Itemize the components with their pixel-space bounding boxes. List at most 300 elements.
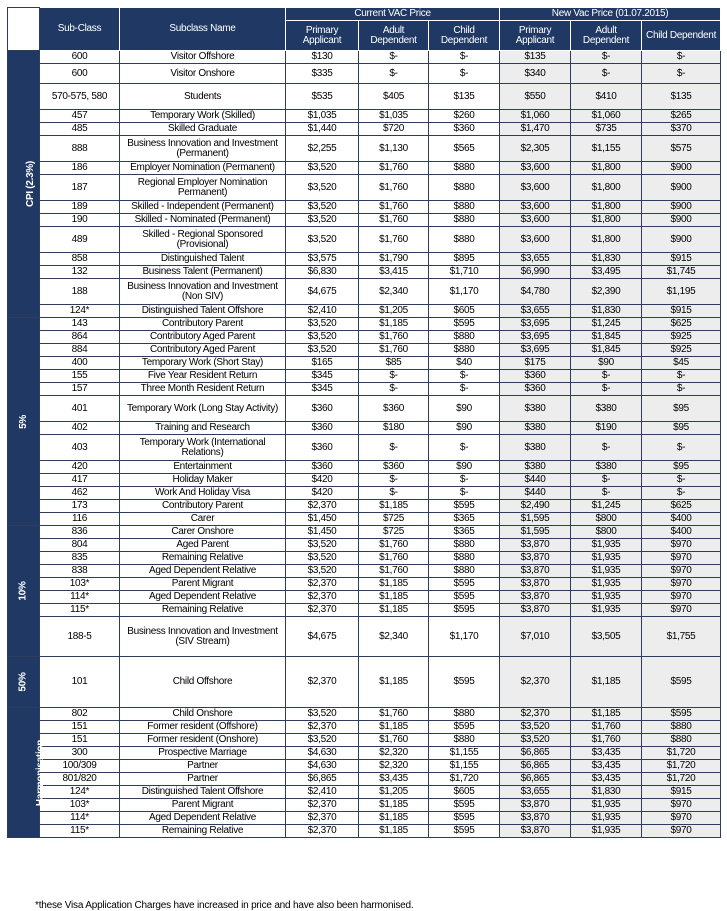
new-child-cell: $370 [642, 123, 721, 136]
current-primary-cell: $4,675 [286, 279, 359, 305]
current-primary-cell: $3,520 [286, 552, 359, 565]
current-child-cell: $880 [429, 162, 500, 175]
subclass-name-cell: Employer Nomination (Permanent) [120, 162, 286, 175]
subclass-name-cell: Visitor Offshore [120, 51, 286, 64]
subclass-name-cell: Contributory Parent [120, 318, 286, 331]
current-primary-cell: $3,520 [286, 318, 359, 331]
subclass-cell: 100/309 [40, 760, 120, 773]
new-primary-cell: $550 [500, 84, 571, 110]
table-row [8, 513, 721, 526]
subclass-name-cell: Remaining Relative [120, 825, 286, 838]
subclass-cell: 124* [40, 786, 120, 799]
subclass-name-cell: Temporary Work (Short Stay) [120, 357, 286, 370]
current-child-cell: $595 [429, 825, 500, 838]
new-primary-cell: $440 [500, 474, 571, 487]
subclass-name-cell: Former resident (Offshore) [120, 721, 286, 734]
current-adult-cell: $1,185 [359, 799, 429, 812]
table-row [8, 214, 721, 227]
current-primary-cell: $360 [286, 435, 359, 461]
current-child-cell: $40 [429, 357, 500, 370]
new-child-cell: $900 [642, 162, 721, 175]
new-primary-cell: $3,520 [500, 734, 571, 747]
subclass-name-cell: Business Talent (Permanent) [120, 266, 286, 279]
subclass-cell: 858 [40, 253, 120, 266]
new-child-cell: $970 [642, 799, 721, 812]
current-primary-cell: $3,575 [286, 253, 359, 266]
new-adult-cell: $1,935 [571, 825, 642, 838]
current-adult-cell: $725 [359, 513, 429, 526]
group-label [8, 708, 47, 838]
current-primary-cell: $360 [286, 461, 359, 474]
new-adult-cell: $1,830 [571, 786, 642, 799]
subclass-name-cell: Partner [120, 760, 286, 773]
subclass-name-cell: Skilled - Nominated (Permanent) [120, 214, 286, 227]
current-adult-cell: $- [359, 487, 429, 500]
current-child-cell: $- [429, 435, 500, 461]
new-primary-cell: $3,600 [500, 201, 571, 214]
table-row [8, 461, 721, 474]
new-primary-cell: $3,870 [500, 578, 571, 591]
new-adult-cell: $735 [571, 123, 642, 136]
subclass-name-cell: Remaining Relative [120, 604, 286, 617]
current-adult-cell: $360 [359, 396, 429, 422]
current-price-group-header: Current VAC Price [286, 8, 500, 21]
subclass-name-cell: Child Onshore [120, 708, 286, 721]
new-child-cell: $915 [642, 253, 721, 266]
subclass-cell: 300 [40, 747, 120, 760]
current-primary-cell: $3,520 [286, 331, 359, 344]
new-adult-cell: $2,390 [571, 279, 642, 305]
current-primary-cell: $3,520 [286, 227, 359, 253]
new-adult-cell: $1,155 [571, 136, 642, 162]
new-adult-cell: $380 [571, 461, 642, 474]
new-primary-cell: $3,600 [500, 214, 571, 227]
subclass-name-cell: Entertainment [120, 461, 286, 474]
table-row [8, 760, 721, 773]
new-primary-cell: $440 [500, 487, 571, 500]
new-adult-cell: $1,935 [571, 565, 642, 578]
current-child-cell: $1,155 [429, 747, 500, 760]
table-row [8, 435, 721, 461]
table-row [8, 175, 721, 201]
subclass-name-cell: Distinguished Talent Offshore [120, 786, 286, 799]
current-child-cell: $880 [429, 201, 500, 214]
subclass-name-cell: Contributory Parent [120, 500, 286, 513]
current-primary-cell: $345 [286, 383, 359, 396]
group-label-text: Harmonisation [35, 739, 47, 806]
current-primary-cell: $130 [286, 51, 359, 64]
subclass-cell: 116 [40, 513, 120, 526]
current-adult-cell: $3,435 [359, 773, 429, 786]
current-primary-cell: $6,830 [286, 266, 359, 279]
new-adult-cell: $3,435 [571, 747, 642, 760]
current-adult-cell: $1,760 [359, 201, 429, 214]
current-adult-cell: $1,185 [359, 500, 429, 513]
current-adult-cell: $1,760 [359, 344, 429, 357]
subclass-name-cell: Aged Parent [120, 539, 286, 552]
subclass-cell: 864 [40, 331, 120, 344]
new-child-cell: $925 [642, 344, 721, 357]
current-adult-cell: $725 [359, 526, 429, 539]
new-adult-cell: $1,060 [571, 110, 642, 123]
new-child-cell: $925 [642, 331, 721, 344]
current-adult-cell: $1,760 [359, 565, 429, 578]
table-body [8, 51, 721, 838]
new-adult-cell: $190 [571, 422, 642, 435]
footnote: *these Visa Application Charges have increased in price and have also been harmonised. [35, 900, 414, 911]
new-child-cell: $575 [642, 136, 721, 162]
name-column-header: Subclass Name [120, 8, 286, 51]
table-row [8, 799, 721, 812]
current-adult-cell: $1,760 [359, 331, 429, 344]
new-child-cell: $880 [642, 721, 721, 734]
current-child-cell: $880 [429, 344, 500, 357]
current-adult-cell: $1,760 [359, 708, 429, 721]
current-child-cell: $880 [429, 331, 500, 344]
current-child-cell: $90 [429, 461, 500, 474]
new-child-cell: $- [642, 51, 721, 64]
subclass-name-cell: Contributory Aged Parent [120, 331, 286, 344]
new-primary-cell: $3,520 [500, 721, 571, 734]
vac-price-sheet [7, 7, 720, 911]
new-primary-cell: $3,870 [500, 591, 571, 604]
new-child-cell: $1,755 [642, 617, 721, 657]
subclass-cell: 570-575, 580 [40, 84, 120, 110]
subclass-cell: 400 [40, 357, 120, 370]
table-row [8, 266, 721, 279]
current-adult-cell: $- [359, 370, 429, 383]
new-primary-cell: $6,865 [500, 747, 571, 760]
table-row [8, 734, 721, 747]
new-adult-cell: $- [571, 370, 642, 383]
table-row [8, 500, 721, 513]
current-adult-cell: $1,130 [359, 136, 429, 162]
new-primary-cell: $6,990 [500, 266, 571, 279]
subclass-name-cell: Parent Migrant [120, 799, 286, 812]
table-row [8, 825, 721, 838]
table-row [8, 253, 721, 266]
subclass-cell: 888 [40, 136, 120, 162]
subclass-name-cell: Carer [120, 513, 286, 526]
current-child-cell: $895 [429, 253, 500, 266]
current-child-cell: $360 [429, 123, 500, 136]
current-adult-cell: $405 [359, 84, 429, 110]
new-child-cell: $970 [642, 552, 721, 565]
current-primary-cell: $2,370 [286, 578, 359, 591]
new-adult-cell: $3,435 [571, 773, 642, 786]
new-adult-cell: $1,935 [571, 552, 642, 565]
current-primary-cell: $2,370 [286, 591, 359, 604]
table-row [8, 64, 721, 84]
group-label-text: 10% [17, 581, 29, 601]
subclass-cell: 115* [40, 604, 120, 617]
new-child-cell: $915 [642, 305, 721, 318]
new-adult-cell: $1,245 [571, 318, 642, 331]
subclass-name-cell: Business Innovation and Investment (Permanent) [120, 136, 286, 162]
current-adult-cell: $1,760 [359, 539, 429, 552]
new-adult-cell: $1,760 [571, 721, 642, 734]
current-child-cell: $595 [429, 657, 500, 708]
current-child-cell: $880 [429, 539, 500, 552]
subclass-cell: 103* [40, 799, 120, 812]
new-primary-cell: $3,870 [500, 812, 571, 825]
group-label [8, 657, 40, 708]
current-adult-cell: $1,760 [359, 162, 429, 175]
table-row [8, 84, 721, 110]
new-adult-cell: $1,800 [571, 162, 642, 175]
new-child-cell: $265 [642, 110, 721, 123]
subclass-name-cell: Prospective Marriage [120, 747, 286, 760]
subclass-name-cell: Child Offshore [120, 657, 286, 708]
subclass-cell: 835 [40, 552, 120, 565]
new-adult-cell: $90 [571, 357, 642, 370]
current-primary-cell: $6,865 [286, 773, 359, 786]
current-primary-cell: $3,520 [286, 708, 359, 721]
table-row [8, 617, 721, 657]
current-primary-cell: $1,035 [286, 110, 359, 123]
current-child-cell: $1,170 [429, 617, 500, 657]
table-row [8, 565, 721, 578]
current-adult-cell: $1,185 [359, 578, 429, 591]
subclass-cell: 462 [40, 487, 120, 500]
new-adult-cell: $- [571, 64, 642, 84]
table-row [8, 773, 721, 786]
new-primary-cell: $340 [500, 64, 571, 84]
new-adult-cell: $1,800 [571, 175, 642, 201]
new-child-cell: $970 [642, 812, 721, 825]
current-primary-cell: $3,520 [286, 214, 359, 227]
new-child-cell: $970 [642, 578, 721, 591]
subclass-cell: 485 [40, 123, 120, 136]
current-child-cell: $595 [429, 721, 500, 734]
subclass-cell: 403 [40, 435, 120, 461]
subclass-cell: 189 [40, 201, 120, 214]
subclass-name-cell: Business Innovation and Investment (SIV Stream) [120, 617, 286, 657]
subclass-cell: 838 [40, 565, 120, 578]
current-primary-cell: $420 [286, 487, 359, 500]
new-adult-cell: $1,935 [571, 604, 642, 617]
new-child-cell: $900 [642, 201, 721, 214]
current-adult-cell: $1,760 [359, 734, 429, 747]
new-child-cell: $625 [642, 318, 721, 331]
current-adult-cell: $1,790 [359, 253, 429, 266]
new-child-cell: $1,195 [642, 279, 721, 305]
new-adult-cell: $1,935 [571, 591, 642, 604]
table-row [8, 396, 721, 422]
new-child-cell: $95 [642, 396, 721, 422]
current-primary-cell: $420 [286, 474, 359, 487]
new-primary-cell: $3,600 [500, 227, 571, 253]
new-child-cell: $- [642, 64, 721, 84]
new-primary-cell: $3,600 [500, 175, 571, 201]
new-child-cell: $970 [642, 825, 721, 838]
current-primary-cell: $3,520 [286, 344, 359, 357]
table-row [8, 487, 721, 500]
table-row [8, 51, 721, 64]
current-child-cell: $1,720 [429, 773, 500, 786]
current-primary-cell: $2,370 [286, 657, 359, 708]
current-primary-cell: $360 [286, 396, 359, 422]
new-child-cell: $1,745 [642, 266, 721, 279]
new-adult-cell: $- [571, 487, 642, 500]
subclass-name-cell: Training and Research [120, 422, 286, 435]
new-adult-header: Adult Dependent [571, 21, 642, 51]
group-label-text: 50% [17, 672, 29, 692]
current-primary-cell: $3,520 [286, 565, 359, 578]
table-row [8, 110, 721, 123]
table-row [8, 279, 721, 305]
subclass-name-cell: Work And Holiday Visa [120, 487, 286, 500]
current-primary-cell: $2,370 [286, 825, 359, 838]
new-child-cell: $1,720 [642, 773, 721, 786]
new-adult-cell: $1,845 [571, 344, 642, 357]
current-adult-cell: $3,415 [359, 266, 429, 279]
current-child-cell: $565 [429, 136, 500, 162]
subclass-name-cell: Parent Migrant [120, 578, 286, 591]
subclass-name-cell: Skilled - Regional Sponsored (Provisional) [120, 227, 286, 253]
subclass-cell: 804 [40, 539, 120, 552]
new-primary-cell: $3,600 [500, 162, 571, 175]
current-adult-cell: $1,185 [359, 318, 429, 331]
current-child-cell: $880 [429, 214, 500, 227]
new-adult-cell: $800 [571, 526, 642, 539]
current-adult-cell: $2,320 [359, 760, 429, 773]
subclass-cell: 401 [40, 396, 120, 422]
current-adult-cell: $1,185 [359, 657, 429, 708]
table-header [8, 8, 721, 51]
new-primary-cell: $6,865 [500, 773, 571, 786]
table-row [8, 227, 721, 253]
subclass-cell: 600 [40, 64, 120, 84]
current-adult-cell: $- [359, 474, 429, 487]
current-child-cell: $90 [429, 422, 500, 435]
new-child-cell: $95 [642, 461, 721, 474]
new-adult-cell: $- [571, 51, 642, 64]
current-child-cell: $880 [429, 175, 500, 201]
table-row [8, 474, 721, 487]
current-child-cell: $- [429, 370, 500, 383]
current-primary-cell: $2,255 [286, 136, 359, 162]
current-child-cell: $880 [429, 565, 500, 578]
current-primary-cell: $2,410 [286, 786, 359, 799]
new-primary-cell: $175 [500, 357, 571, 370]
table-row [8, 591, 721, 604]
subclass-name-cell: Temporary Work (Skilled) [120, 110, 286, 123]
current-child-cell: $595 [429, 591, 500, 604]
subclass-cell: 600 [40, 51, 120, 64]
current-child-cell: $880 [429, 708, 500, 721]
table-row [8, 708, 721, 721]
current-child-cell: $1,155 [429, 760, 500, 773]
new-child-cell: $900 [642, 214, 721, 227]
new-child-cell: $1,720 [642, 747, 721, 760]
subclass-cell: 151 [40, 721, 120, 734]
table-row [8, 357, 721, 370]
current-primary-cell: $1,450 [286, 513, 359, 526]
new-primary-cell: $2,370 [500, 708, 571, 721]
subclass-name-cell: Skilled Graduate [120, 123, 286, 136]
new-child-cell: $45 [642, 357, 721, 370]
table-row [8, 201, 721, 214]
table-row [8, 318, 721, 331]
new-primary-cell: $360 [500, 383, 571, 396]
subclass-name-cell: Aged Dependent Relative [120, 565, 286, 578]
new-adult-cell: $1,185 [571, 657, 642, 708]
subclass-cell: 114* [40, 591, 120, 604]
current-adult-cell: $720 [359, 123, 429, 136]
subclass-cell: 103* [40, 578, 120, 591]
subclass-name-cell: Three Month Resident Return [120, 383, 286, 396]
new-adult-cell: $1,830 [571, 305, 642, 318]
current-child-cell: $595 [429, 812, 500, 825]
current-primary-cell: $2,370 [286, 500, 359, 513]
table-row [8, 331, 721, 344]
vac-price-table [7, 7, 721, 838]
current-primary-cell: $1,440 [286, 123, 359, 136]
subclass-cell: 801/820 [40, 773, 120, 786]
table-row [8, 305, 721, 318]
subclass-name-cell: Holiday Maker [120, 474, 286, 487]
subclass-name-cell: Contributory Aged Parent [120, 344, 286, 357]
new-adult-cell: $800 [571, 513, 642, 526]
table-row [8, 526, 721, 539]
current-child-cell: $880 [429, 227, 500, 253]
group-label [8, 526, 40, 657]
new-child-cell: $400 [642, 526, 721, 539]
new-adult-cell: $1,935 [571, 578, 642, 591]
current-adult-cell: $1,205 [359, 305, 429, 318]
subclass-cell: 884 [40, 344, 120, 357]
current-adult-cell: $1,185 [359, 825, 429, 838]
subclass-cell: 151 [40, 734, 120, 747]
new-adult-cell: $1,935 [571, 539, 642, 552]
current-primary-cell: $2,410 [286, 305, 359, 318]
table-row [8, 422, 721, 435]
new-child-cell: $595 [642, 657, 721, 708]
subclass-name-cell: Business Innovation and Investment (Non SIV) [120, 279, 286, 305]
table-row [8, 539, 721, 552]
current-child-cell: $- [429, 487, 500, 500]
current-primary-cell: $3,520 [286, 539, 359, 552]
current-adult-cell: $1,185 [359, 591, 429, 604]
table-row [8, 786, 721, 799]
subclass-name-cell: Skilled - Independent (Permanent) [120, 201, 286, 214]
new-primary-cell: $1,060 [500, 110, 571, 123]
subclass-name-cell: Former resident (Onshore) [120, 734, 286, 747]
subclass-name-cell: Partner [120, 773, 286, 786]
new-adult-cell: $- [571, 474, 642, 487]
new-adult-cell: $3,435 [571, 760, 642, 773]
current-adult-cell: $2,340 [359, 279, 429, 305]
new-primary-cell: $4,780 [500, 279, 571, 305]
current-child-cell: $135 [429, 84, 500, 110]
table-row [8, 123, 721, 136]
table-row [8, 370, 721, 383]
subclass-name-cell: Carer Onshore [120, 526, 286, 539]
subclass-name-cell: Temporary Work (International Relations) [120, 435, 286, 461]
subclass-cell: 143 [40, 318, 120, 331]
group-label [8, 318, 40, 526]
current-primary-cell: $3,520 [286, 734, 359, 747]
subclass-name-cell: Aged Dependent Relative [120, 591, 286, 604]
current-adult-cell: $360 [359, 461, 429, 474]
table-row [8, 552, 721, 565]
new-adult-cell: $1,935 [571, 799, 642, 812]
new-primary-cell: $3,870 [500, 604, 571, 617]
subclass-cell: 417 [40, 474, 120, 487]
current-primary-cell: $2,370 [286, 812, 359, 825]
new-primary-cell: $135 [500, 51, 571, 64]
